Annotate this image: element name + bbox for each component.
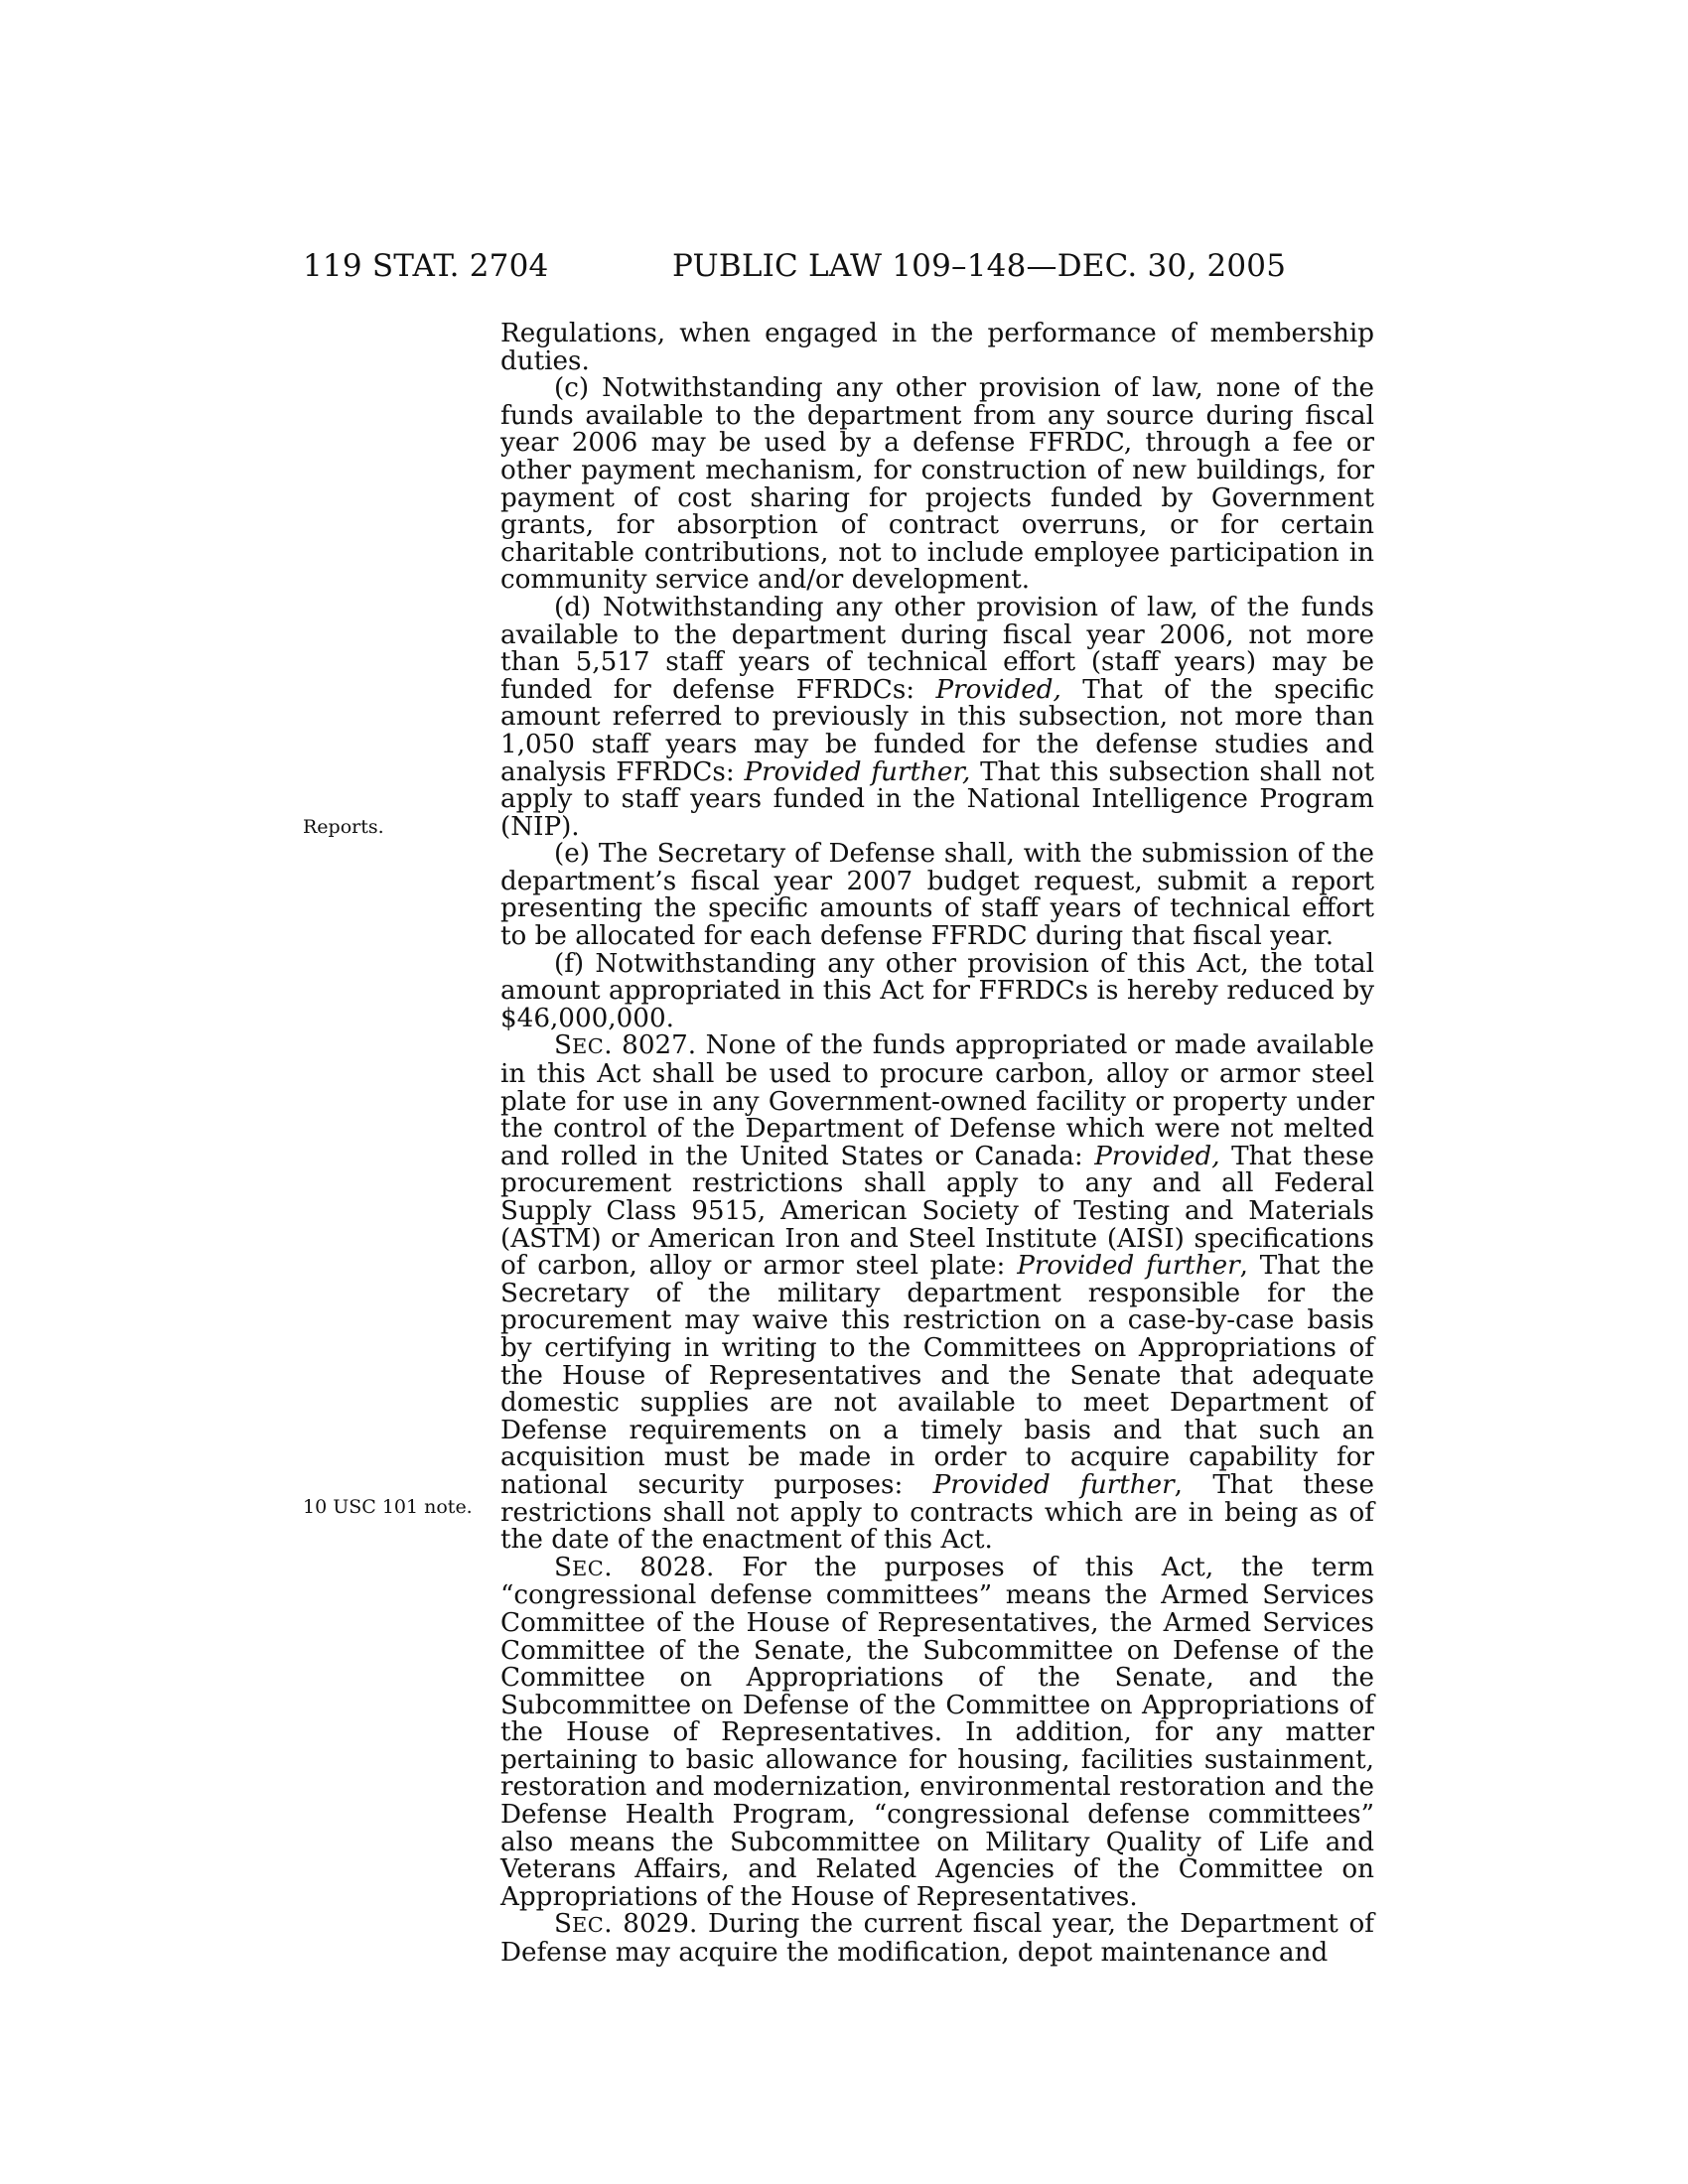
page-stat-reference: 119 STAT. 2704 [303, 248, 549, 284]
paragraph-sec-8029: SEC. 8029. During the current fiscal year, the Department of Defense may acquire the modification, depot maintenance and [500, 1909, 1374, 1969]
paragraph-subsection-c: (c) Notwithstanding any other provision of law, none of the funds available to the department from any source during fiscal year 2006 may be used by a defense FFRDC, through a fee or other payment mechanism, for construction of new buildings, for payment of cost sharing for projects funded by Government grants, for absorption of contract overruns, or for certain charitable contributions, not to include employee participation in community service and/or development. [500, 373, 1374, 596]
paragraph-continuation: Regulations, when engaged in the performance of membership duties. [500, 319, 1374, 376]
paragraph-sec-8028: SEC. 8028. For the purposes of this Act, the term “congressional defense committees” means the Armed Services Committee of the House of Representatives, the Armed Services Committee of the Senate, the Subcommittee on Defense of the Committee on Appropriations of the Senate, and the Subcommittee on Defense of the Committee on Appropriations of the House of Representatives. In addition, for any matter pertaining to basic allowance for housing, facilities sustainment, restoration and modernization, environmental restoration and the Defense Health Program, “congressional defense committees” also means the Subcommittee on Military Quality of Life and Veterans Affairs, and Related Agencies of the Committee on Appropriations of the House of Representatives. [500, 1552, 1374, 1912]
running-header: PUBLIC LAW 109–148—DEC. 30, 2005 [672, 248, 1287, 284]
margin-note-usc: 10 USC 101 note. [303, 1496, 473, 1518]
body-text [500, 321, 1374, 1968]
paragraph-subsection-f: (f) Notwithstanding any other provision of this Act, the total amount appropriated in this Act for FFRDCs is hereby reduced by $46,000,000. [500, 948, 1374, 1033]
paragraph-subsection-d: (d) Notwithstanding any other provision of law, of the funds available to the department during fiscal year 2006, not more than 5,517 staff years of technical effort (staff years) may be funded for defense FFRDCs: Provided, That of the specific amount referred to previously in this subsection, not more than 1,050 staff years may be funded for the defense studies and analysis FFRDCs: Provided further, That this subsection shall not apply to staff years funded in the National Intelligence Program (NIP). [500, 592, 1374, 842]
paragraph-subsection-e: (e) The Secretary of Defense shall, with the submission of the department’s fiscal year 2007 budget request, submit a report presenting the specific amounts of staff years of technical effort to be allocated for each defense FFRDC during that fiscal year. [500, 839, 1374, 952]
paragraph-sec-8027: SEC. 8027. None of the funds appropriated or made available in this Act shall be used to procure carbon, alloy or armor steel plate for use in any Government-owned facility or property under the control of the Department of Defense which were not melted and rolled in the United States or Canada: Provided, That these procurement restrictions shall apply to any and all Federal Supply Class 9515, American Society of Testing and Materials (ASTM) or American Iron and Steel Institute (AISI) specifications of carbon, alloy or armor steel plate: Provided further, That the Secretary of the military department responsible for the procurement may waive this restriction on a case-by-case basis by certifying in writing to the Committees on Appropriations of the House of Representatives and the Senate that adequate domestic supplies are not available to meet Department of Defense requirements on a timely basis and that such an acquisition must be made in order to acquire capability for national security purposes: Provided further, That these restrictions shall not apply to contracts which are in being as of the date of the enactment of this Act. [500, 1030, 1374, 1556]
margin-note-reports: Reports. [303, 816, 384, 838]
